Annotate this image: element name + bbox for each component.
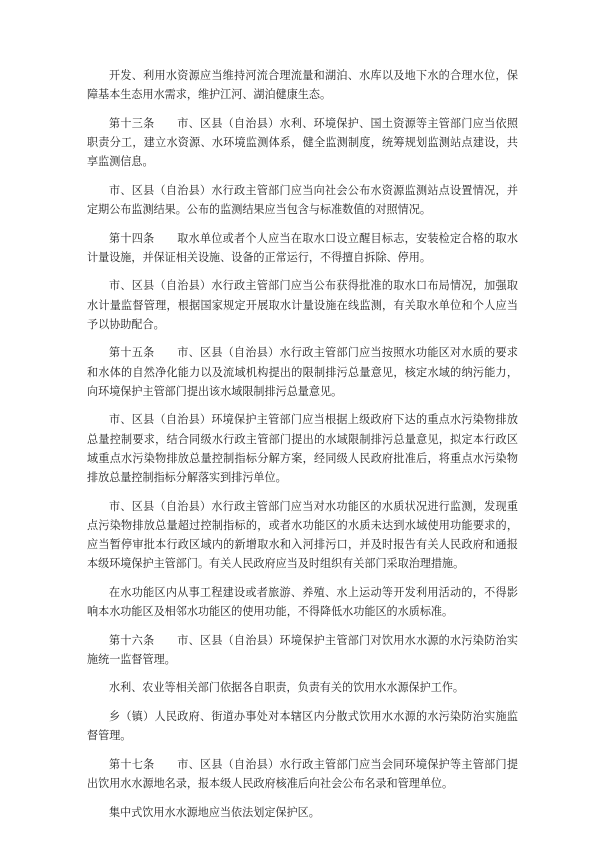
paragraph-intake-supervision: 市、区县（自治县）水行政主管部门应当公布获得批准的取水口布局情况，加强取水计量监督管理，根据国家规定开展取水计量设施在线监测，有关取水单位和个人应当予以协助配合。 <box>87 279 518 331</box>
paragraph-article-14: 第十四条 取水单位或者个人应当在取水口设立醒目标志，安装检定合格的取水计量设施，并保证相关设施、设备的正常运行，不得擅自拆除、停用。 <box>87 231 518 264</box>
paragraph-emission-control: 市、区县（自治县）环境保护主管部门应当根据上级政府下达的重点水污染物排放总量控制要求，结合同级水行政主管部门提出的水域限制排污总量意见，拟定本行政区域重点水污染物排放总量控制指标分解方案，经同级人民政府批准后，将重点水污染物排放总量控制指标分解落实到排污单位。 <box>87 413 518 484</box>
paragraph-article-17: 第十七条 市、区县（自治县）水行政主管部门应当会同环境保护等主管部门提出饮用水水源地名录，报本级人民政府核准后向社会公布名录和管理单位。 <box>87 757 518 790</box>
paragraph-protection-zone: 集中式饮用水水源地应当依法划定保护区。 <box>109 805 320 819</box>
paragraph-functional-zone-activities: 在水功能区内从事工程建设或者旅游、养殖、水上运动等开发利用活动的，不得影响本水功能区及相邻水功能区的使用功能，不得降低水功能区的水质标准。 <box>87 585 518 618</box>
paragraph-monitoring-publication: 市、区县（自治县）水行政主管部门应当向社会公布水资源监测站点设置情况，并定期公布监测结果。公布的监测结果应当包含与标准数值的对照情况。 <box>87 183 518 216</box>
paragraph-article-15: 第十五条 市、区县（自治县）水行政主管部门应当按照水功能区对水质的要求和水体的自然净化能力以及流域机构提出的限制排污总量意见，核定水域的纳污能力，向环境保护主管部门提出该水域限制排污总量意见。 <box>87 346 518 398</box>
paragraph-article-13: 第十三条 市、区县（自治县）水利、环境保护、国土资源等主管部门应当依照职责分工，建立水资源、水环境监测体系，健全监测制度，统筹规划监测站点建设，共享监测信息。 <box>87 116 518 169</box>
document-body <box>87 66 518 831</box>
paragraph-department-duties: 水利、农业等相关部门依据各自职责，负责有关的饮用水水源保护工作。 <box>109 681 465 695</box>
paragraph-article-16: 第十六条 市、区县（自治县）环境保护主管部门对饮用水水源的水污染防治实施统一监督管理。 <box>87 633 518 666</box>
paragraph-water-level: 开发、利用水资源应当维持河流合理流量和湖泊、水库以及地下水的合理水位，保障基本生态用水需求，维护江河、湖泊健康生态。 <box>87 69 518 102</box>
paragraph-township-supervision: 乡（镇）人民政府、街道办事处对本辖区内分散式饮用水水源的水污染防治实施监督管理。 <box>87 709 518 743</box>
paragraph-water-quality-monitoring: 市、区县（自治县）水行政主管部门应当对水功能区的水质状况进行监测，发现重点污染物排放总量超过控制指标的，或者水功能区的水质未达到水域使用功能要求的，应当暂停审批本行政区域内的新增取水和入河排污口，并及时报告有关人民政府和通报本级环境保护主管部门。有关人民政府应当及时组织有关部门采取治理措施。 <box>87 499 518 571</box>
